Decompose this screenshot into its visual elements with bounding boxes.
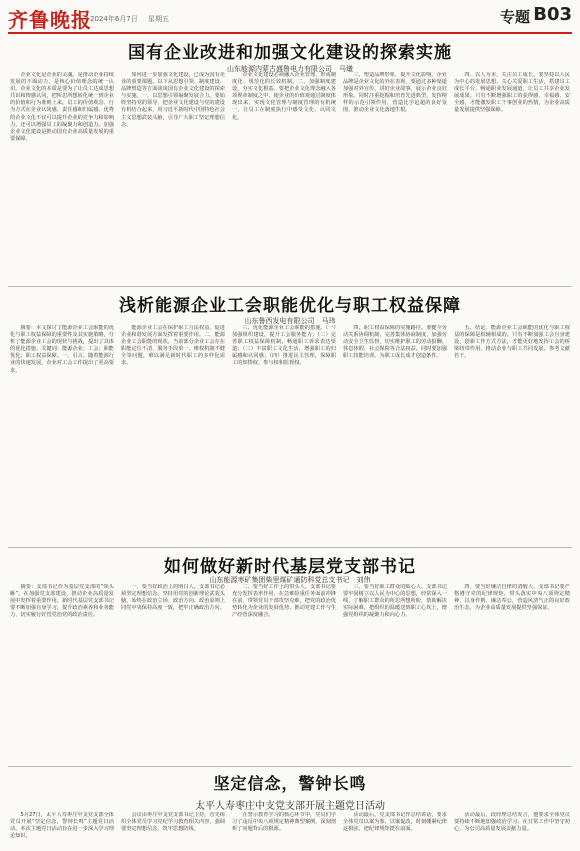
article-4-column: 活动最后，段经理总结发言，他要求全体党员要持续不断地加强政治学习，在日常工作中坚守初心，为公司高质量发展贡献力量。 xyxy=(454,812,570,833)
article-4-column: 活动最后，党支部书记作总结讲话，要求全体党员以案为鉴、以案促改，时刻绷紧纪律这根弦，把纪律规矩挺在前面。 xyxy=(343,812,447,833)
article-divider xyxy=(8,547,572,548)
article-4-column: 在警示教育学习的核心环节中，党员们学习了违反中央八项规定精神典型案例，深刻剖析了问题背后的根源。 xyxy=(232,812,336,833)
article-1-column: 四、以人为本，关注员工成长。要坚持以人民为中心的发展思想，关心关爱职工生活，搭建员工成长平台，畅通职业发展通道，让员工共享企业发展成果。只有不断增强职工的获得感、幸福感、安全感，才能激发职工干事创业的热情，为企业高质量发展提供坚强保障。 xyxy=(454,72,570,114)
article-1-byline: 山东能源内蒙古盛鲁电力有限公司 马爔 xyxy=(227,65,353,73)
article-2-byline: 山东鲁西发电有限公司 马玮 xyxy=(244,317,336,325)
article-3-column: 二、要当好工作上的带头人。支部书记要充分发挥表率作用，在急难险重任务面前冲锋在前，带领党员干部攻坚克难，把党的政治优势转化为企业的发展优势，推动党建工作与生产经营深度融合。 xyxy=(232,584,336,619)
article-3-column: 摘要：支部书记作为基层党支部的“领头雁”，在加强党支部建设、推动企业高质量发展中发挥着重要作用。新时代基层党支部书记要不断加强自身学习，提升政治素养和业务能力，切实履行好管党治党的政治责任。 xyxy=(10,584,114,619)
issue-date: 2024年6月7日 xyxy=(90,15,138,23)
article-1-column: 如何进一步加强文化建设，已成为国有企业的重要课题。以下从思想引领、制度建设、品牌塑造等方面谈谈国有企业文化建设的探索与实施。一、以思想引领凝聚发展合力。要始终坚持党的领导，把企业文化建设与党的建设有机结合起来，用习近平新时代中国特色社会主义思想武装头脑，引导广大职工坚定理想信念。 xyxy=(121,72,225,128)
article-3-byline: 山东能源枣矿集团柴里煤矿通防科党总支书记 刘伟 xyxy=(209,576,371,584)
article-4-column: 会议由枣庄中支党支部书记主持，首先组织全体党员学习党纪学习教育相关内容，强调要坚定理想信念，筑牢思想防线。 xyxy=(121,812,225,833)
article-1-column: 企业文化是企业的灵魂，是推动企业持续发展的不竭动力，是核心价值理念的统一认识。企业文化的本质是要为了让员工达成思想共识和情感认同，把所思所想转化统一到企业的价值和行为准则上来。员工的价值观念、行为方式在企业认同感、责任感和归属感。优秀的企业文化不仅可以提升企业的竞争力和影响力，还可以增强员工的凝聚力和创造力。加强企业文化建设是推动国有企业高质量发展的重要保障。 xyxy=(10,72,114,142)
masthead xyxy=(0,0,580,38)
article-divider xyxy=(8,286,572,287)
article-2-column: 四、职工权益保障的实施路径。要健全劳动关系协调机制，完善集体协商制度，加强劳动安全卫生监督，切实维护职工的劳动报酬、休息休假、社会保险等合法权益。同时要加强职工技能培训，为职工成长成才创造条件。 xyxy=(343,325,447,360)
article-1-column: 企业文化建设必须融入企业管理，形成制度化、规范化的长效机制。二、加强制度建设，夯实文化根基。要把企业文化理念融入各项规章制度之中，使企业的价值观通过制度体现出来，实现文化管理与制度管理的有机统一，让员工在制度执行中感受文化、认同文化。 xyxy=(232,72,336,121)
article-divider xyxy=(8,766,572,767)
article-2-column: 摘要：本文探讨了能源企业工会职能的优化与职工权益保障的重要性及其实施策略，分析了能源企业工会的现状与挑战，提出了具体的优化措施。关键词：能源企业；工会；职能优化；职工权益保障。一、引言。随着能源行业的快速发展，企业对工会工作提出了更高要求。 xyxy=(10,325,114,374)
article-3-column: 四、要当好廉洁自律的清醒人。支部书记要严格遵守党的纪律规矩，带头落实中央八项规定精神，以身作则、廉洁奉公，营造风清气正的良好政治生态，为企业高质量发展提供坚强保证。 xyxy=(454,584,570,612)
masthead-rule xyxy=(8,32,572,34)
issue-weekday: 星期五 xyxy=(148,15,169,23)
article-3-column: 一、要当好政治上的明白人。支部书记必须坚定理想信念，坚持用党的创新理论武装头脑，始终在政治立场、政治方向、政治原则上同党中央保持高度一致，把牢正确政治方向。 xyxy=(121,584,225,612)
article-2-column: 能源企业工会在保护职工合法权益、促进企业和谐发展方面发挥着重要作用。二、能源企业工会职能的现状。当前部分企业工会存在职能定位不清、服务手段单一、维权机制不健全等问题，难以满足新时代职工的多样化需求。 xyxy=(121,325,225,367)
newspaper-logo: 齐鲁晚报 xyxy=(8,8,92,32)
article-2-title: 浅析能源企业工会职能优化与职工权益保障 xyxy=(119,296,461,316)
article-2-column: 三、优化能源企业工会职能的措施。（一）加强组织建设，提升工会服务能力；（二）完善职工权益保障机制，畅通职工诉求表达渠道；（三）丰富职工文化生活，增强职工的归属感和认同感；（四）推进民主管理，保障职工的知情权、参与权和监督权。 xyxy=(232,325,336,367)
article-2-column: 五、结论。能源企业工会职能的优化与职工权益的保障是相辅相成的。只有不断加强工会自身建设，创新工作方式方法，才能更好地发挥工会的桥梁纽带作用，推动企业与职工共同发展。参考文献若干。 xyxy=(454,325,570,360)
page-number: B03 xyxy=(533,4,572,25)
article-1-column: 三、塑造品牌形象，提升文化影响。企业品牌是企业文化的外在表现，要通过多种渠道加强对外宣传，讲好企业故事，展示企业良好形象。同时注重挖掘和培育先进典型，发挥榜样的示范引领作用，营造比学赶超的良好氛围，推动企业文化落地生根。 xyxy=(343,72,447,114)
article-3-column: 三、要当好职工群众的贴心人。支部书记要牢固树立以人民为中心的思想，经常深入一线，了解职工群众的所思所想所盼，帮助解决实际困难，把组织的温暖送到职工心坎上，增强党组织的凝聚力和向心力。 xyxy=(343,584,447,619)
article-3-title: 如何做好新时代基层党支部书记 xyxy=(164,557,416,577)
article-4-column: 5月27日，太平人寿枣庄中支党支部全体党员开展“坚定信念，警钟长鸣”主题党日活动。本次主题党日活动旨在进一步深入学习理论知识， xyxy=(10,812,114,840)
section-label: 专题 xyxy=(499,8,530,26)
article-1-title: 国有企业改进和加强文化建设的探索实施 xyxy=(128,43,452,63)
article-4-subtitle: 太平人寿枣庄中支党支部开展主题党日活动 xyxy=(195,801,385,812)
article-4-title: 坚定信念，警钟长鸣 xyxy=(213,774,367,793)
